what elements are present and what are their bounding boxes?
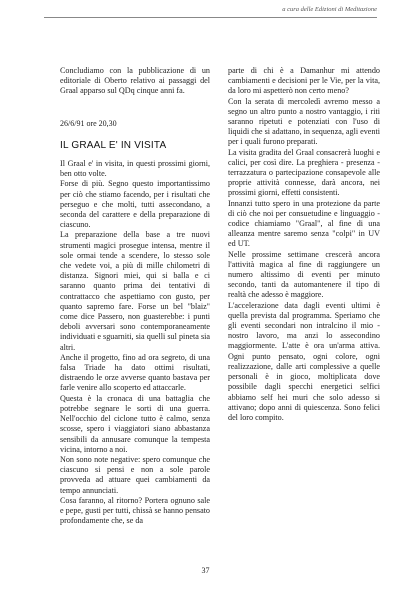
body-paragraph: Innanzi tutto spero in una protezione da parte di ciò che noi per consuetudine e linguaggio - codice chiamiamo "Graal", al fine di una alleanza mentre saremo senza "colpi" in UV ed UT. (228, 198, 380, 249)
left-column (60, 66, 210, 526)
body-paragraph: La visita gradita del Graal consacrerà luoghi e calici, per così dire. La preghiera - presenza - terrazzatura o partecipazione consapevole alle proprie attività connesse, darà ancora, nei prossimi giorni, effetti consistenti. (228, 147, 380, 198)
section-title: IL GRAAL E' IN VISITA (60, 139, 167, 151)
body-paragraph: parte di chi è a Damanhur mi attendo cambiamenti e decisioni per le Vie, per la vita, da loro mi aspetterò non certo meno? (228, 66, 380, 96)
body-paragraph: Nelle prossime settimane crescerà ancora l'attività magica al fine di raggiungere un numero altissimo di eventi per minuto secondo, tanti da automantenere il tipo di realtà che adesso è maggiore. (228, 249, 380, 300)
intro-paragraph: Concludiamo con la pubblicazione di un editoriale di Oberto relativo ai passaggi del Graal apparso sul QDq cinque anni fa. (60, 66, 210, 96)
dateline: 26/6/91 ore 20,30 (60, 118, 117, 128)
header-rule (44, 17, 377, 18)
body-paragraph: Forse di più. Segno questo importantissimo per ciò che stiamo facendo, per i risultati che perseguo e che molti, tutti assecondano, a seconda del carattere e della preparazione di ciascuno. (60, 179, 210, 230)
body-paragraph: Non sono note negative: spero comunque che ciascuno si pensi e non a sole parole provveda ad attuare quei cambiamenti da tempo annunciati. (60, 454, 210, 495)
body-paragraph: Con la serata di mercoledì avremo messo a segno un altro punto a nostro vantaggio, i riti saranno ripetuti e potenziati con l'uso di liquidi che si adattano, in sequenza, agli eventi per i quali furono preparati. (228, 96, 380, 147)
running-header: a cura delle Edizioni di Meditazione (282, 6, 377, 13)
body-paragraph: La preparazione della base a tre nuovi strumenti magici prosegue intensa, mentre il sole ormai tende a scendere, lo stesso sole che vedete voi, a più di mille chilometri di distanza. Signori miei, qui si balla e ci saranno quanto prima dei tentativi di contrattacco che aspettiamo con gusto, per quanto sapremo fare. Forse un bel "blaiz" come dice Passero, non guasterebbe: i punti deboli avversari sono contemporaneamente individuati e sguarniti, sia quelli sul pineta sia altri. (60, 230, 210, 352)
body-paragraph: Il Graal e' in visita, in questi prossimi giorni, ben otto volte. (60, 159, 210, 179)
body-paragraph: Cosa faranno, al ritorno? Portera ognuno sale e pepe, gusti per tutti, chissà se hanno pensato profondamente che, se da (60, 495, 210, 526)
body-paragraph: L'accelerazione data dagli eventi ultimi è quella prevista dal programma. Speriamo che gli eventi secondari non intralcino il mio - nostro lavoro, ma anzi lo assecondino maggiormente. L'atte è ora un'arma attiva. Ogni punto pensato, ogni colore, ogni realizzazione, dalle arti complessive a quelle personali è in gioco, moltiplicata dove possibile dagli specchi energetici selfici abbiamo self hei muri che solo adesso si attivano; dopo anni di quiescenza. Sono felici del loro compito. (228, 300, 380, 422)
right-column (228, 66, 380, 423)
body-paragraph: Anche il progetto, fino ad ora segreto, di una falsa Triade ha dato ottimi risultati, distraendo le orze avverse quanto bastava per farle venire allo scoperto ed attaccarle. (60, 352, 210, 393)
body-paragraph: Questa è la cronaca di una battaglia che potrebbe segnare le sorti di una guerra. Nell'occhio del ciclone tutto è calmo, senza scosse, spero i viaggiatori siano abbastanza sensibili da annusare comunque la tempesta vicina, intorno a noi. (60, 393, 210, 454)
page-number: 37 (201, 566, 210, 575)
